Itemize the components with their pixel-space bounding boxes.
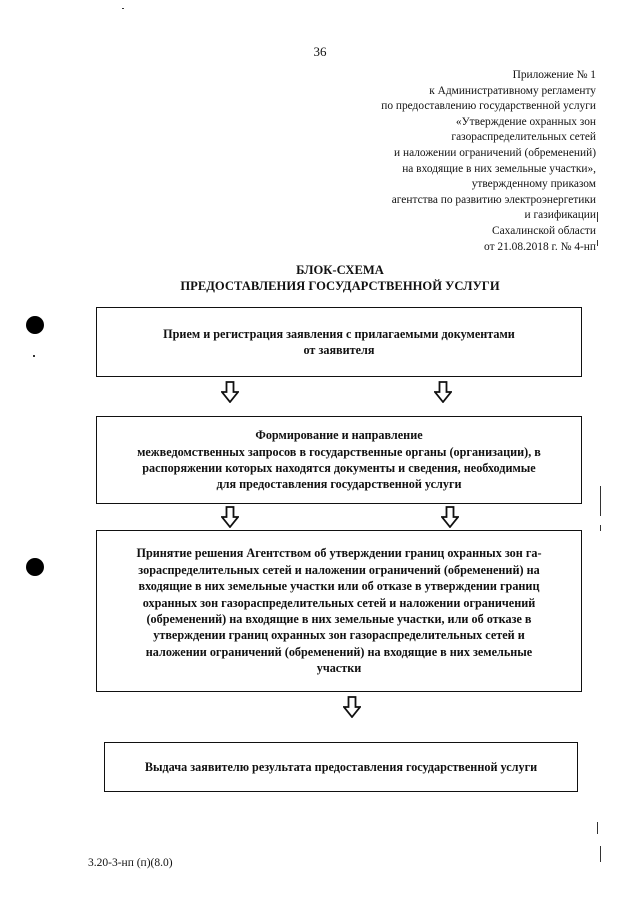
step-text-line: Прием и регистрация заявления с прилагаемыми документами (163, 326, 515, 341)
margin-mark (600, 486, 601, 516)
margin-mark (600, 846, 601, 862)
appendix-line: и газификации (524, 209, 596, 222)
appendix-line: утвержденному приказом (471, 178, 596, 191)
margin-mark (597, 240, 598, 246)
step-text-line: (обременений) на входящие в них земельные участки, или об отказе в (146, 612, 532, 626)
appendix-line: и наложении ограничений (обременений) (394, 146, 596, 159)
appendix-line: газораспределительных сетей (451, 131, 596, 144)
scan-speck (122, 8, 124, 9)
step-text-line: охранных зон газораспределительных сетей и наложении ограничений (142, 595, 536, 610)
step-text-line: распоряжении которых находятся документы и сведения, необходимые (142, 461, 536, 475)
down-arrow-icon (434, 381, 452, 403)
step-text-line: зораспределительных сетей и наложении ограничений (обременений) на (138, 562, 540, 577)
appendix-line: агентства по развитию электроэнергетики (391, 193, 596, 206)
step-text-line: Формирование и направление (255, 428, 423, 443)
down-arrow-icon (441, 506, 459, 528)
margin-mark (597, 212, 598, 222)
step-text-line: утверждении границ охранных зон газораспределительных сетей и (153, 628, 525, 643)
appendix-line: по предоставлению государственной услуги (381, 100, 596, 113)
appendix-line: на входящие в них земельные участки», (402, 162, 596, 175)
margin-mark (597, 822, 598, 834)
punch-hole-dot (26, 316, 44, 334)
appendix-line: к Административному регламенту (429, 84, 596, 97)
page-number: 36 (313, 44, 327, 59)
down-arrow-icon (343, 696, 361, 718)
flow-step-issuance (104, 742, 578, 792)
footer-document-code: 3.20-3-нп (п)(8.0) (88, 857, 173, 869)
appendix-line: «Утверждение охранных зон (455, 115, 596, 128)
punch-hole-dot (26, 558, 44, 576)
title-line-1: БЛОК-СХЕМА (296, 263, 384, 277)
appendix-line: Приложение № 1 (512, 69, 596, 81)
title-line-2: ПРЕДОСТАВЛЕНИЯ ГОСУДАРСТВЕННОЙ УСЛУГИ (180, 279, 500, 293)
appendix-line: Сахалинской области (492, 224, 596, 237)
step-text-line: межведомственных запросов в государственные органы (организации), в (137, 444, 541, 459)
step-text-line: от заявителя (303, 343, 375, 357)
step-text-line: для предоставления государственной услуги (216, 477, 462, 492)
step-text-line: Принятие решения Агентством об утверждении границ охранных зон га- (136, 546, 542, 561)
step-text-line: участки (316, 661, 362, 676)
step-text-line: входящие в них земельные участки или об отказе в утверждении границ (138, 579, 540, 594)
step-text-line: Выдача заявителю результата предоставления государственной услуги (144, 759, 538, 774)
flowchart-title (0, 262, 640, 294)
flow-step-decision (96, 530, 582, 692)
margin-mark (600, 525, 601, 531)
appendix-header (381, 68, 596, 255)
flow-step-requests (96, 416, 582, 504)
flow-step-reception (96, 307, 582, 377)
step-text-line: наложении ограничений (обременений) на входящие в них земельные (145, 644, 533, 659)
appendix-line: от 21.08.2018 г. № 4-нп (484, 240, 596, 253)
down-arrow-icon (221, 381, 239, 403)
down-arrow-icon (221, 506, 239, 528)
scan-speck (33, 355, 35, 357)
